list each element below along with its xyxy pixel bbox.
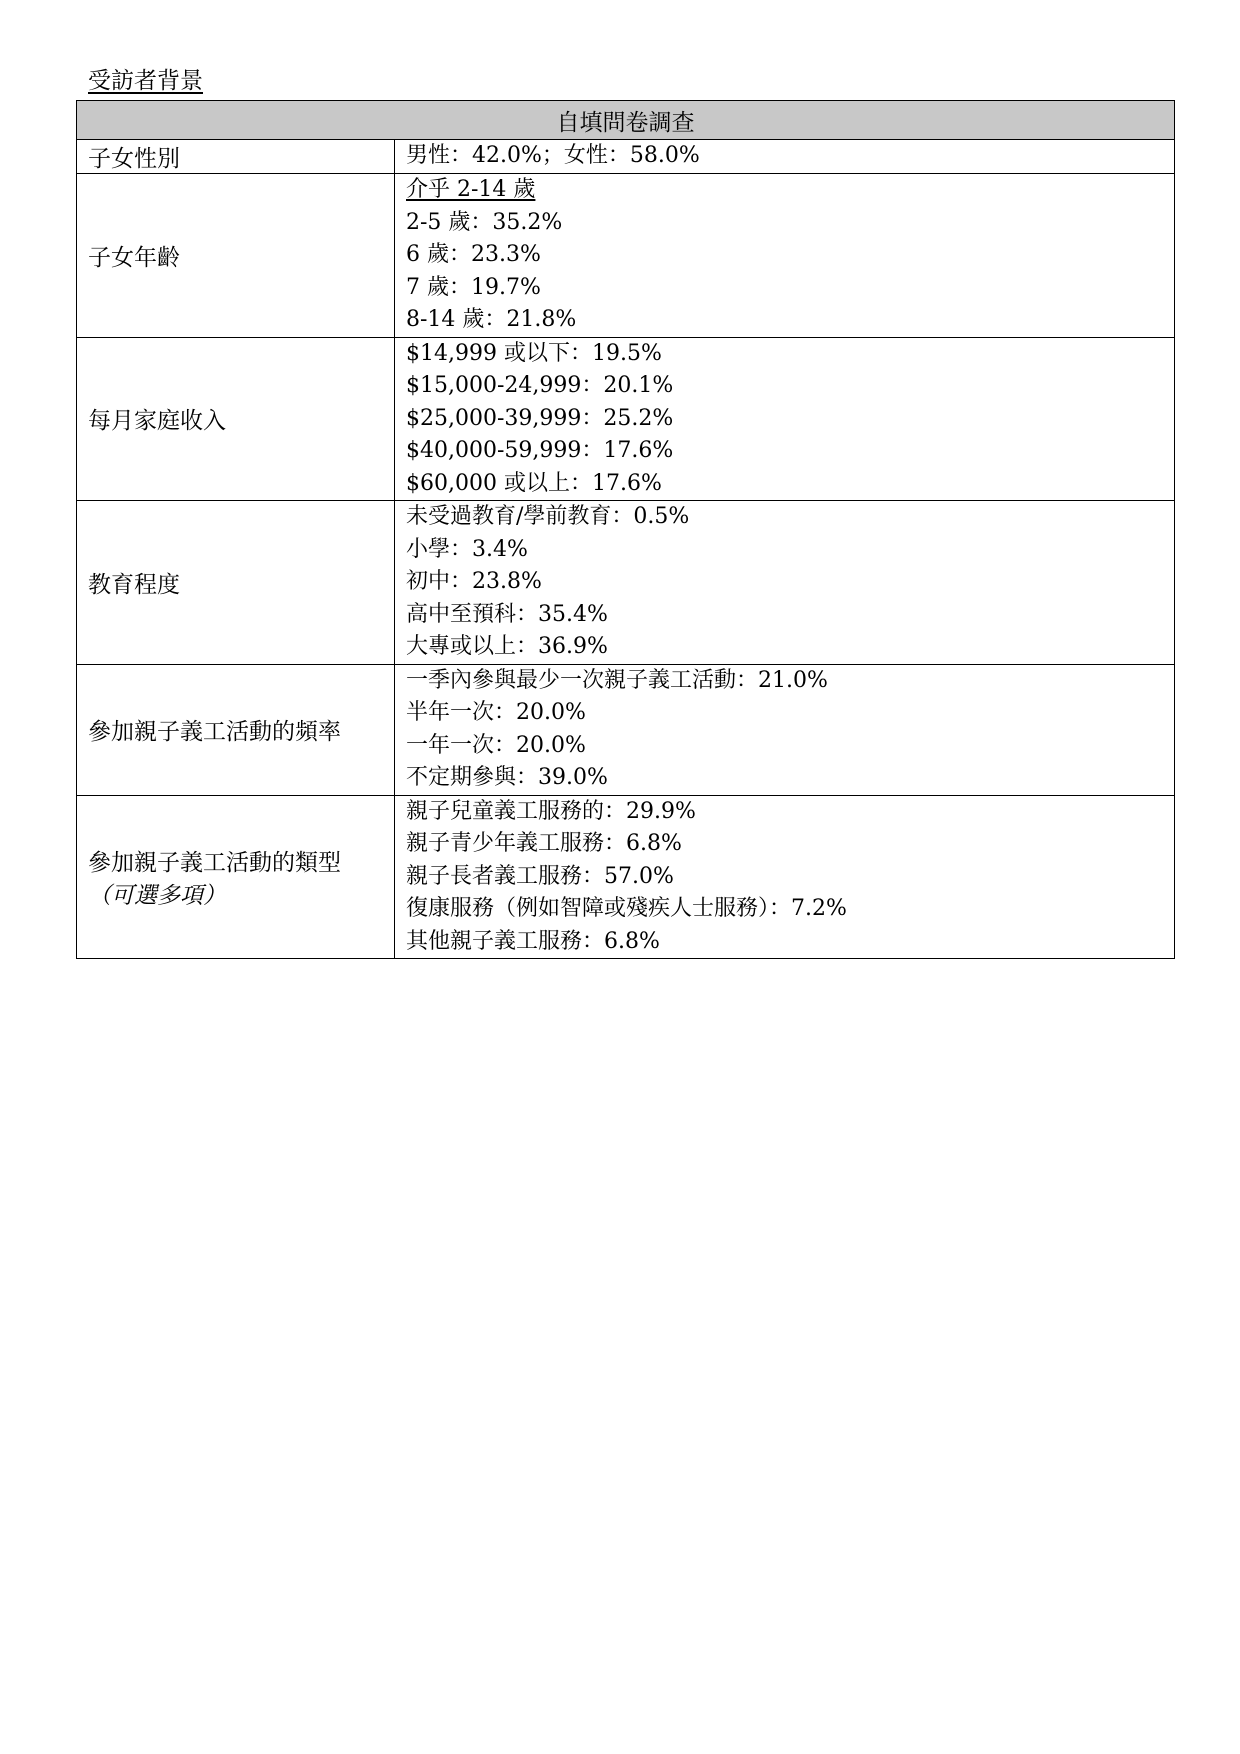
row-label: 子女年齡 (77, 174, 395, 338)
survey-table (76, 100, 1175, 959)
table-row (77, 795, 1175, 959)
row-label-note: （可選多項） (88, 882, 226, 909)
value-line: 一年一次：20.0% (406, 732, 586, 758)
value-line: 大專或以上：36.9% (406, 634, 608, 659)
row-values (395, 501, 1175, 665)
value-line: 初中：23.8% (406, 569, 542, 594)
value-subheading: 介乎 2-14 歲 (406, 177, 536, 202)
value-line: 復康服務（例如智障或殘疾人士服務）：7.2% (406, 896, 847, 921)
value-line: 不定期參與：39.0% (406, 765, 608, 790)
value-line: 男性：42.0%；女性：58.0% (406, 143, 700, 169)
value-line: $15,000-24,999：20.1% (406, 373, 674, 398)
value-line: 親子青少年義工服務：6.8% (406, 831, 682, 856)
row-label: 每月家庭收入 (77, 337, 395, 501)
row-values (395, 140, 1175, 174)
row-values (395, 795, 1175, 959)
row-values (395, 174, 1175, 338)
value-line: 未受過教育/學前教育：0.5% (406, 504, 690, 529)
value-line: $60,000 或以上：17.6% (406, 470, 662, 496)
row-label-block (77, 795, 395, 959)
value-line: $14,999 或以下：19.5% (406, 340, 662, 366)
row-label: 參加親子義工活動的類型 (88, 849, 341, 876)
row-label: 教育程度 (77, 501, 395, 665)
value-line: 高中至預科：35.4% (406, 601, 608, 627)
value-line: 其他親子義工服務：6.8% (406, 928, 660, 954)
value-line: 一季內參與最少一次親子義工活動：21.0% (406, 667, 828, 693)
value-line: 半年一次：20.0% (406, 700, 586, 725)
table-header: 自填問卷調查 (77, 101, 1175, 140)
value-line: 2-5 歲：35.2% (406, 209, 563, 235)
page-heading: 受訪者背景 (88, 68, 203, 94)
table-header-row (77, 101, 1175, 140)
value-line: 6 歲：23.3% (406, 242, 541, 267)
row-values (395, 337, 1175, 501)
row-values (395, 664, 1175, 795)
value-line: 7 歲：19.7% (406, 274, 541, 300)
value-line: $25,000-39,999：25.2% (406, 405, 674, 431)
value-line: 親子長者義工服務：57.0% (406, 863, 674, 889)
value-line: $40,000-59,999：17.6% (406, 438, 674, 463)
value-line: 親子兒童義工服務的：29.9% (406, 798, 696, 824)
table-row (77, 664, 1175, 795)
row-label: 參加親子義工活動的頻率 (77, 664, 395, 795)
table-row (77, 337, 1175, 501)
table-row (77, 174, 1175, 338)
row-label: 子女性別 (77, 140, 395, 174)
table-row (77, 501, 1175, 665)
table-row (77, 140, 1175, 174)
value-line: 小學：3.4% (406, 536, 528, 562)
value-line: 8-14 歲：21.8% (406, 307, 577, 332)
